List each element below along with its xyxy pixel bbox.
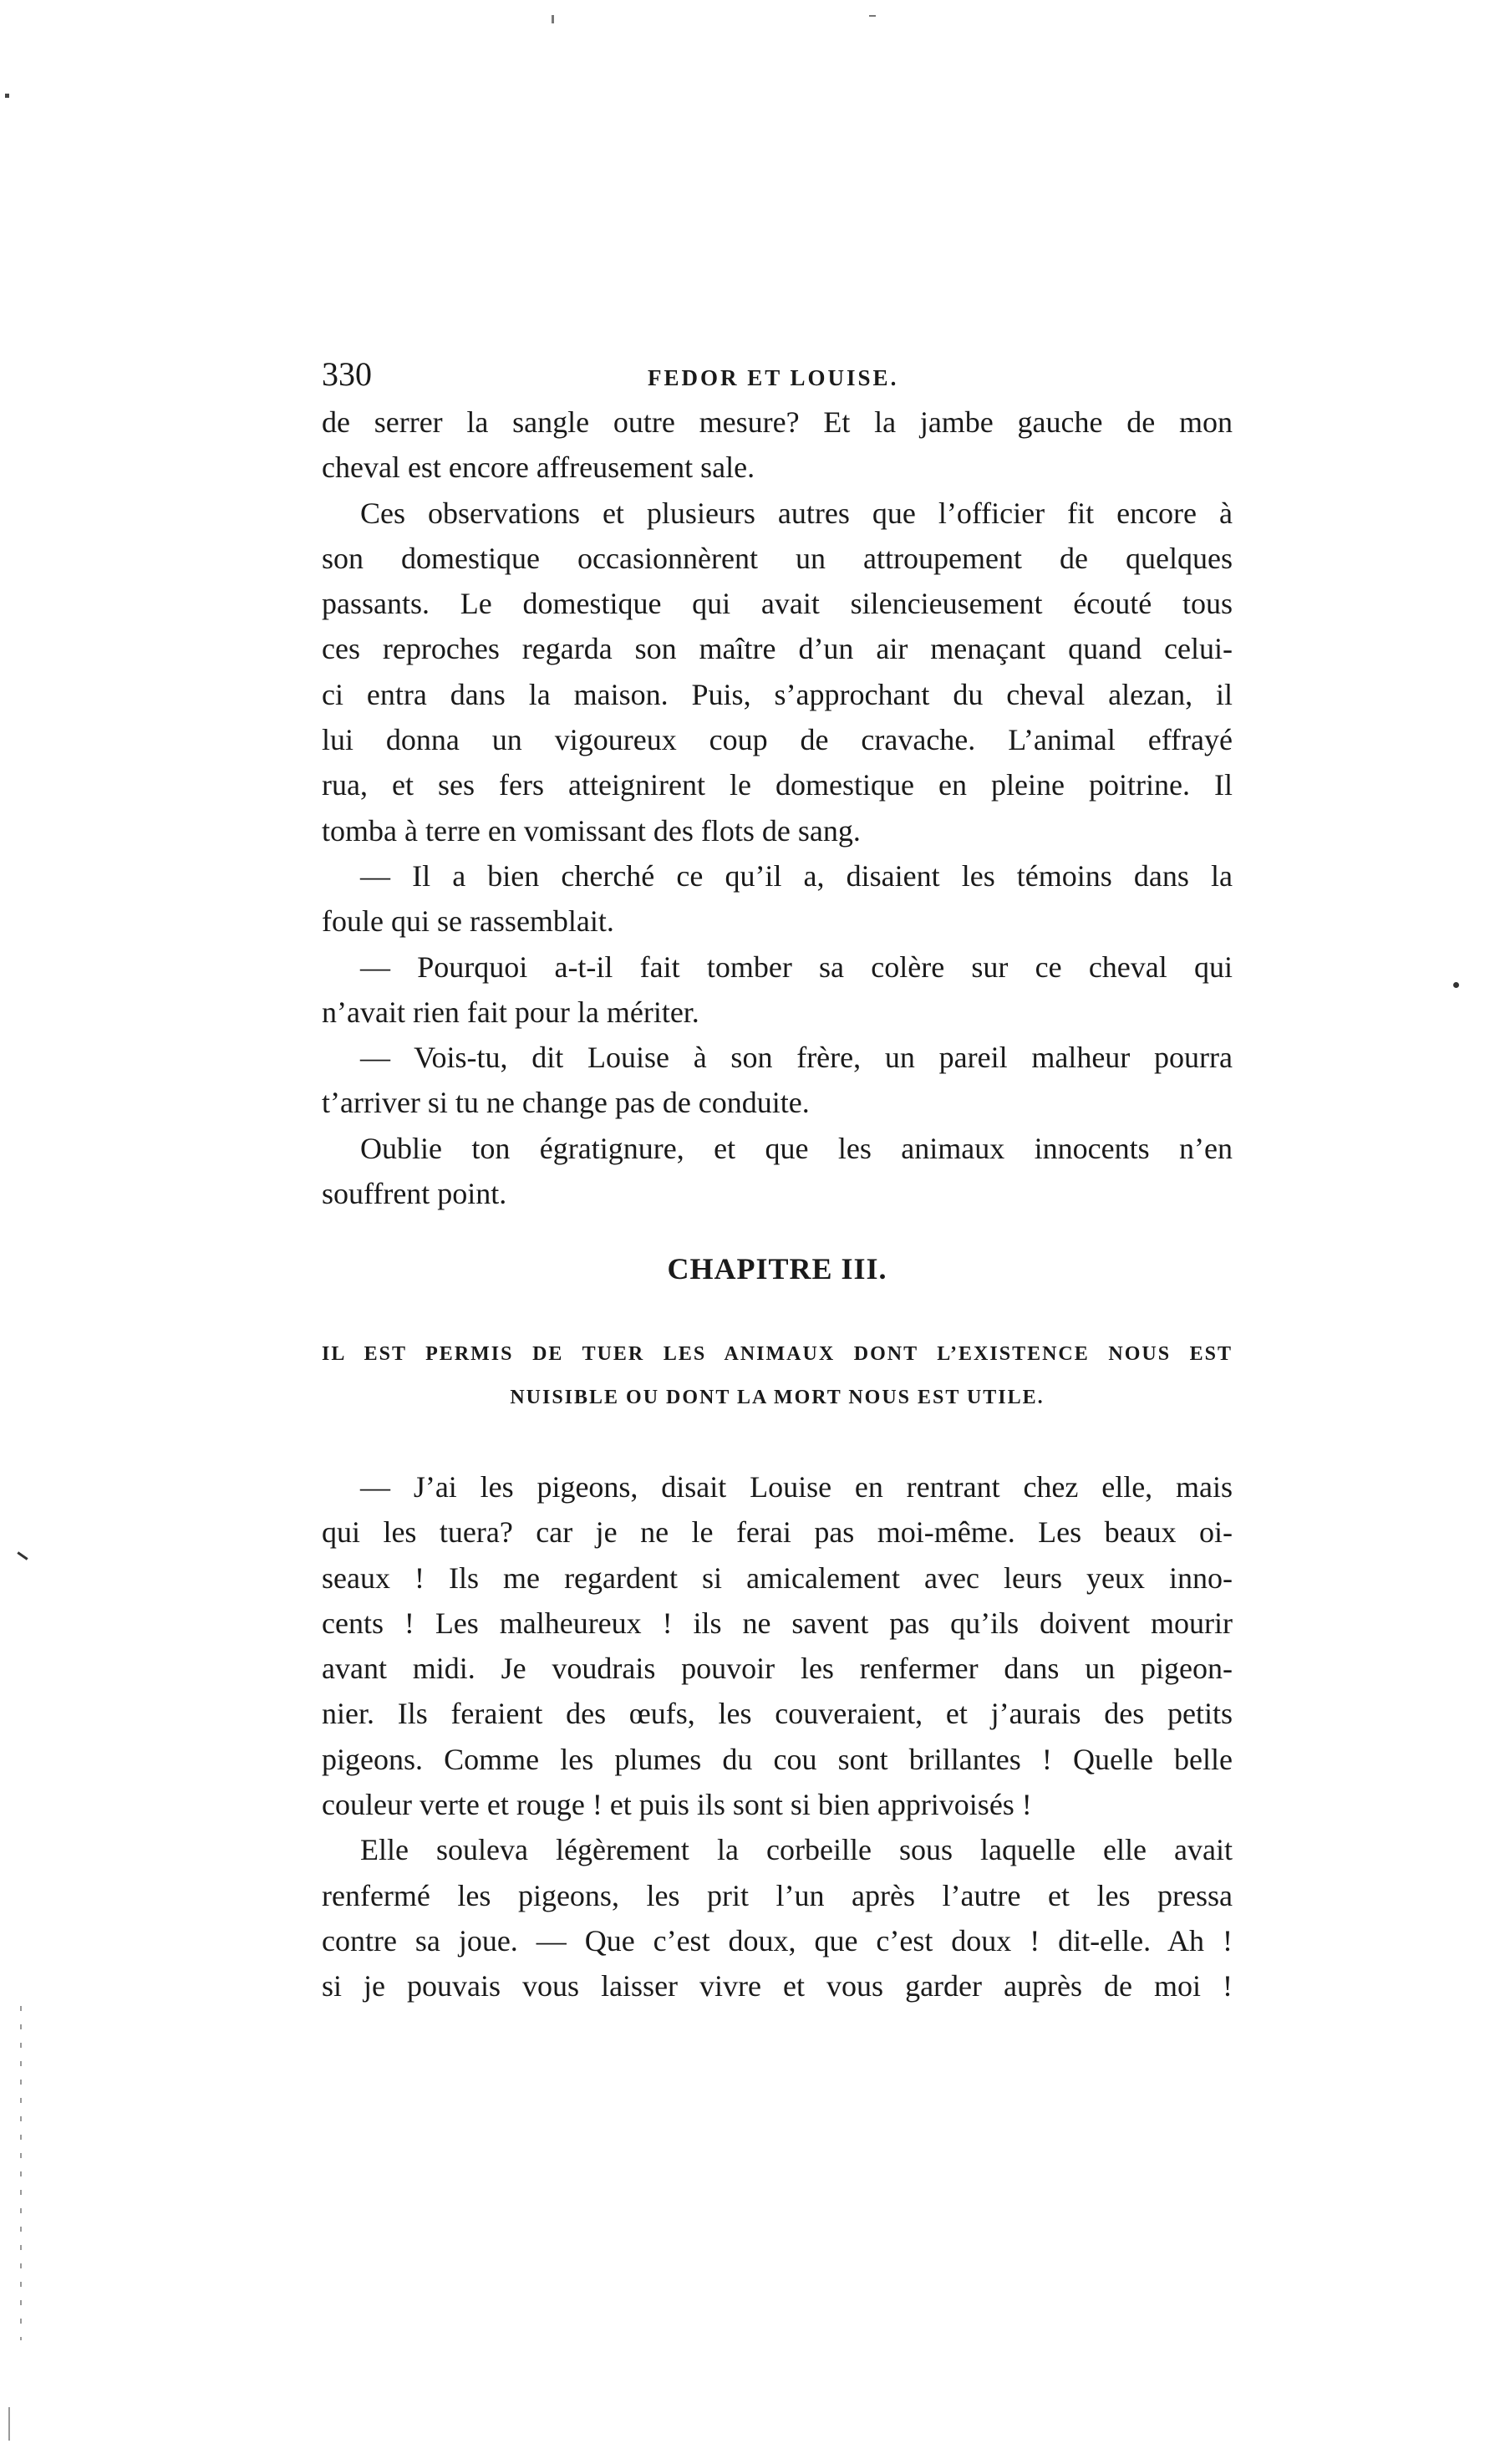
- chapter-subtitle-line: IL EST PERMIS DE TUER LES ANIMAUX DONT L’EXISTENCE NOUS EST: [322, 1343, 1233, 1365]
- scan-speck: [17, 1551, 28, 1560]
- text-line: — Il a bien cherché ce qu’il a, disaient les témoins dans la: [360, 858, 1233, 893]
- text-line: foule qui se rassemblait.: [322, 904, 614, 939]
- chapter-subtitle-line: NUISIBLE OU DONT LA MORT NOUS EST UTILE.: [510, 1387, 1045, 1408]
- text-line: passants. Le domestique qui avait silencieusement écouté tous: [322, 587, 1233, 621]
- scan-speck: [8, 2407, 10, 2441]
- text-line: seaux ! Ils me regardent si amicalement avec leurs yeux inno-: [322, 1560, 1233, 1595]
- chapter-title: CHAPITRE III.: [667, 1252, 887, 1285]
- page-header: [322, 349, 1241, 400]
- text-line: ci entra dans la maison. Puis, s’approchant du cheval alezan, il: [322, 677, 1233, 711]
- text-line: si je pouvais vous laisser vivre et vous garder auprès de moi !: [322, 1969, 1233, 2003]
- text-line: lui donna un vigoureux coup de cravache. L’animal effrayé: [322, 723, 1233, 757]
- chapter-subtitle: [322, 1332, 1233, 1419]
- text-line: Elle souleva légèrement la corbeille sous laquelle elle avait: [360, 1833, 1233, 1867]
- page-number: 330: [322, 355, 372, 393]
- running-title: FEDOR ET LOUISE.: [648, 365, 899, 390]
- text-line: souffrent point.: [322, 1177, 507, 1211]
- text-line: cheval est encore affreusement sale.: [322, 451, 755, 485]
- text-line: cents ! Les malheureux ! ils ne savent pas qu’ils doivent mourir: [322, 1606, 1233, 1640]
- text-line: — Vois-tu, dit Louise à son frère, un pareil malheur pourra: [360, 1041, 1233, 1075]
- text-line: contre sa joue. — Que c’est doux, que c’est doux ! dit-elle. Ah !: [322, 1923, 1233, 1957]
- text-line: qui les tuera? car je ne le ferai pas moi-même. Les beaux oi-: [322, 1515, 1233, 1550]
- text-line: Ces observations et plusieurs autres que l’officier fit encore à: [360, 496, 1233, 530]
- text-line: pigeons. Comme les plumes du cou sont brillantes ! Quelle belle: [322, 1742, 1233, 1776]
- text-line: couleur verte et rouge ! et puis ils sont si bien apprivoisés !: [322, 1788, 1032, 1822]
- text-line: son domestique occasionnèrent un attroupement de quelques: [322, 541, 1233, 575]
- text-line: tomba à terre en vomissant des flots de sang.: [322, 813, 861, 848]
- text-line: Oublie ton égratignure, et que les animaux innocents n’en: [360, 1131, 1233, 1165]
- scan-speck: [1453, 982, 1459, 988]
- scan-speck: [20, 2006, 22, 2340]
- text-block-bottom: [322, 1464, 1233, 2009]
- text-line: avant midi. Je voudrais pouvoir les renfermer dans un pigeon-: [322, 1652, 1233, 1686]
- text-line: de serrer la sangle outre mesure? Et la jambe gauche de mon: [322, 405, 1233, 439]
- text-line: renfermé les pigeons, les prit l’un après l’autre et les pressa: [322, 1878, 1233, 1912]
- scan-speck: [5, 94, 9, 98]
- text-line: nier. Ils feraient des œufs, les couveraient, et j’aurais des petits: [322, 1697, 1233, 1731]
- scan-speck: [552, 15, 554, 23]
- text-line: t’arriver si tu ne change pas de conduite.: [322, 1086, 810, 1120]
- text-line: rua, et ses fers atteignirent le domestique en pleine poitrine. Il: [322, 768, 1233, 802]
- text-block-top: [322, 400, 1233, 1216]
- scan-speck: [869, 15, 876, 17]
- text-line: ces reproches regarda son maître d’un air menaçant quand celui-: [322, 632, 1233, 666]
- text-line: n’avait rien fait pour la mériter.: [322, 995, 699, 1029]
- text-line: — Pourquoi a-t-il fait tomber sa colère sur ce cheval qui: [360, 949, 1233, 984]
- text-line: — J’ai les pigeons, disait Louise en rentrant chez elle, mais: [360, 1470, 1233, 1504]
